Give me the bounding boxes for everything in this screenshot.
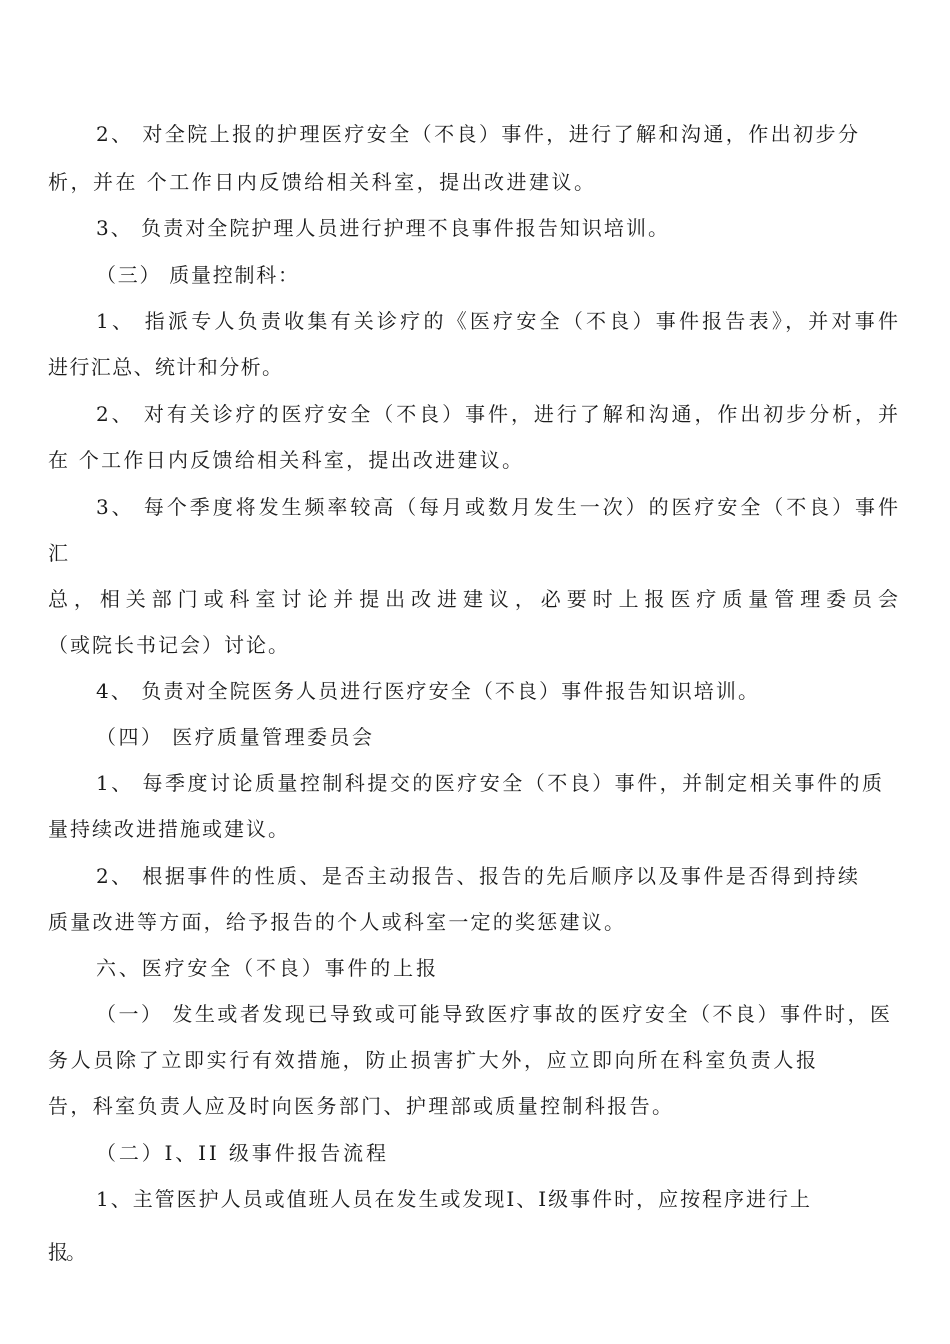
paragraph-line: 1、 指派专人负责收集有关诊疗的《医疗安全（不良）事件报告表》，并对事件 bbox=[96, 309, 902, 333]
paragraph-line: 进行汇总、统计和分析。 bbox=[48, 355, 284, 379]
paragraph-line: 告，科室负责人应及时向医务部门、护理部或质量控制科报告。 bbox=[48, 1094, 675, 1118]
paragraph-line: 报。 bbox=[48, 1240, 84, 1264]
section-heading: （四） 医疗质量管理委员会 bbox=[96, 725, 375, 749]
paragraph-line: （或院长书记会）讨论。 bbox=[48, 633, 290, 657]
paragraph-line: 2、 根据事件的性质、是否主动报告、报告的先后顺序以及事件是否得到持续 bbox=[96, 864, 861, 888]
paragraph-line: 3、 每个季度将发生频率较高（每月或数月发生一次）的医疗安全（不良）事件 bbox=[96, 495, 901, 519]
paragraph-line: 2、 对全院上报的护理医疗安全（不良）事件，进行了解和沟通，作出初步分 bbox=[96, 122, 861, 146]
paragraph-line: 1、 每季度讨论质量控制科提交的医疗安全（不良）事件，并制定相关事件的质 bbox=[96, 771, 885, 795]
paragraph-line: 1、主管医护人员或值班人员在发生或发现Ⅰ、Ⅰ级事件时，应按程序进行上 bbox=[96, 1187, 812, 1211]
paragraph-line: 2、 对有关诊疗的医疗安全（不良）事件，进行了解和沟通，作出初步分析，并 bbox=[96, 402, 901, 426]
paragraph-line: 总，相关部门或科室讨论并提出改进建议，必要时上报医疗质量管理委员会 bbox=[48, 587, 904, 611]
section-heading: （二）Ⅰ、II 级事件报告流程 bbox=[96, 1141, 389, 1165]
section-heading: 六、医疗安全（不良）事件的上报 bbox=[96, 956, 439, 980]
paragraph-line: （一） 发生或者发现已导致或可能导致医疗事故的医疗安全（不良）事件时，医 bbox=[96, 1002, 893, 1026]
paragraph-line: 汇 bbox=[48, 541, 68, 565]
paragraph-line: 4、 负责对全院医务人员进行医疗安全（不良）事件报告知识培训。 bbox=[96, 679, 761, 703]
paragraph-line: 务人员除了立即实行有效措施，防止损害扩大外，应立即向所在科室负责人报 bbox=[48, 1048, 819, 1072]
paragraph-line: 在 个工作日内反馈给相关科室，提出改进建议。 bbox=[48, 448, 525, 472]
paragraph-line: 质量改进等方面，给予报告的个人或科室一定的奖惩建议。 bbox=[48, 910, 627, 934]
paragraph-line: 量持续改进措施或建议。 bbox=[48, 817, 290, 841]
paragraph-line: 3、 负责对全院护理人员进行护理不良事件报告知识培训。 bbox=[96, 216, 671, 240]
paragraph-line: 析，并在 个工作日内反馈给相关科室，提出改进建议。 bbox=[48, 170, 597, 194]
section-heading: （三） 质量控制科： bbox=[96, 263, 300, 287]
